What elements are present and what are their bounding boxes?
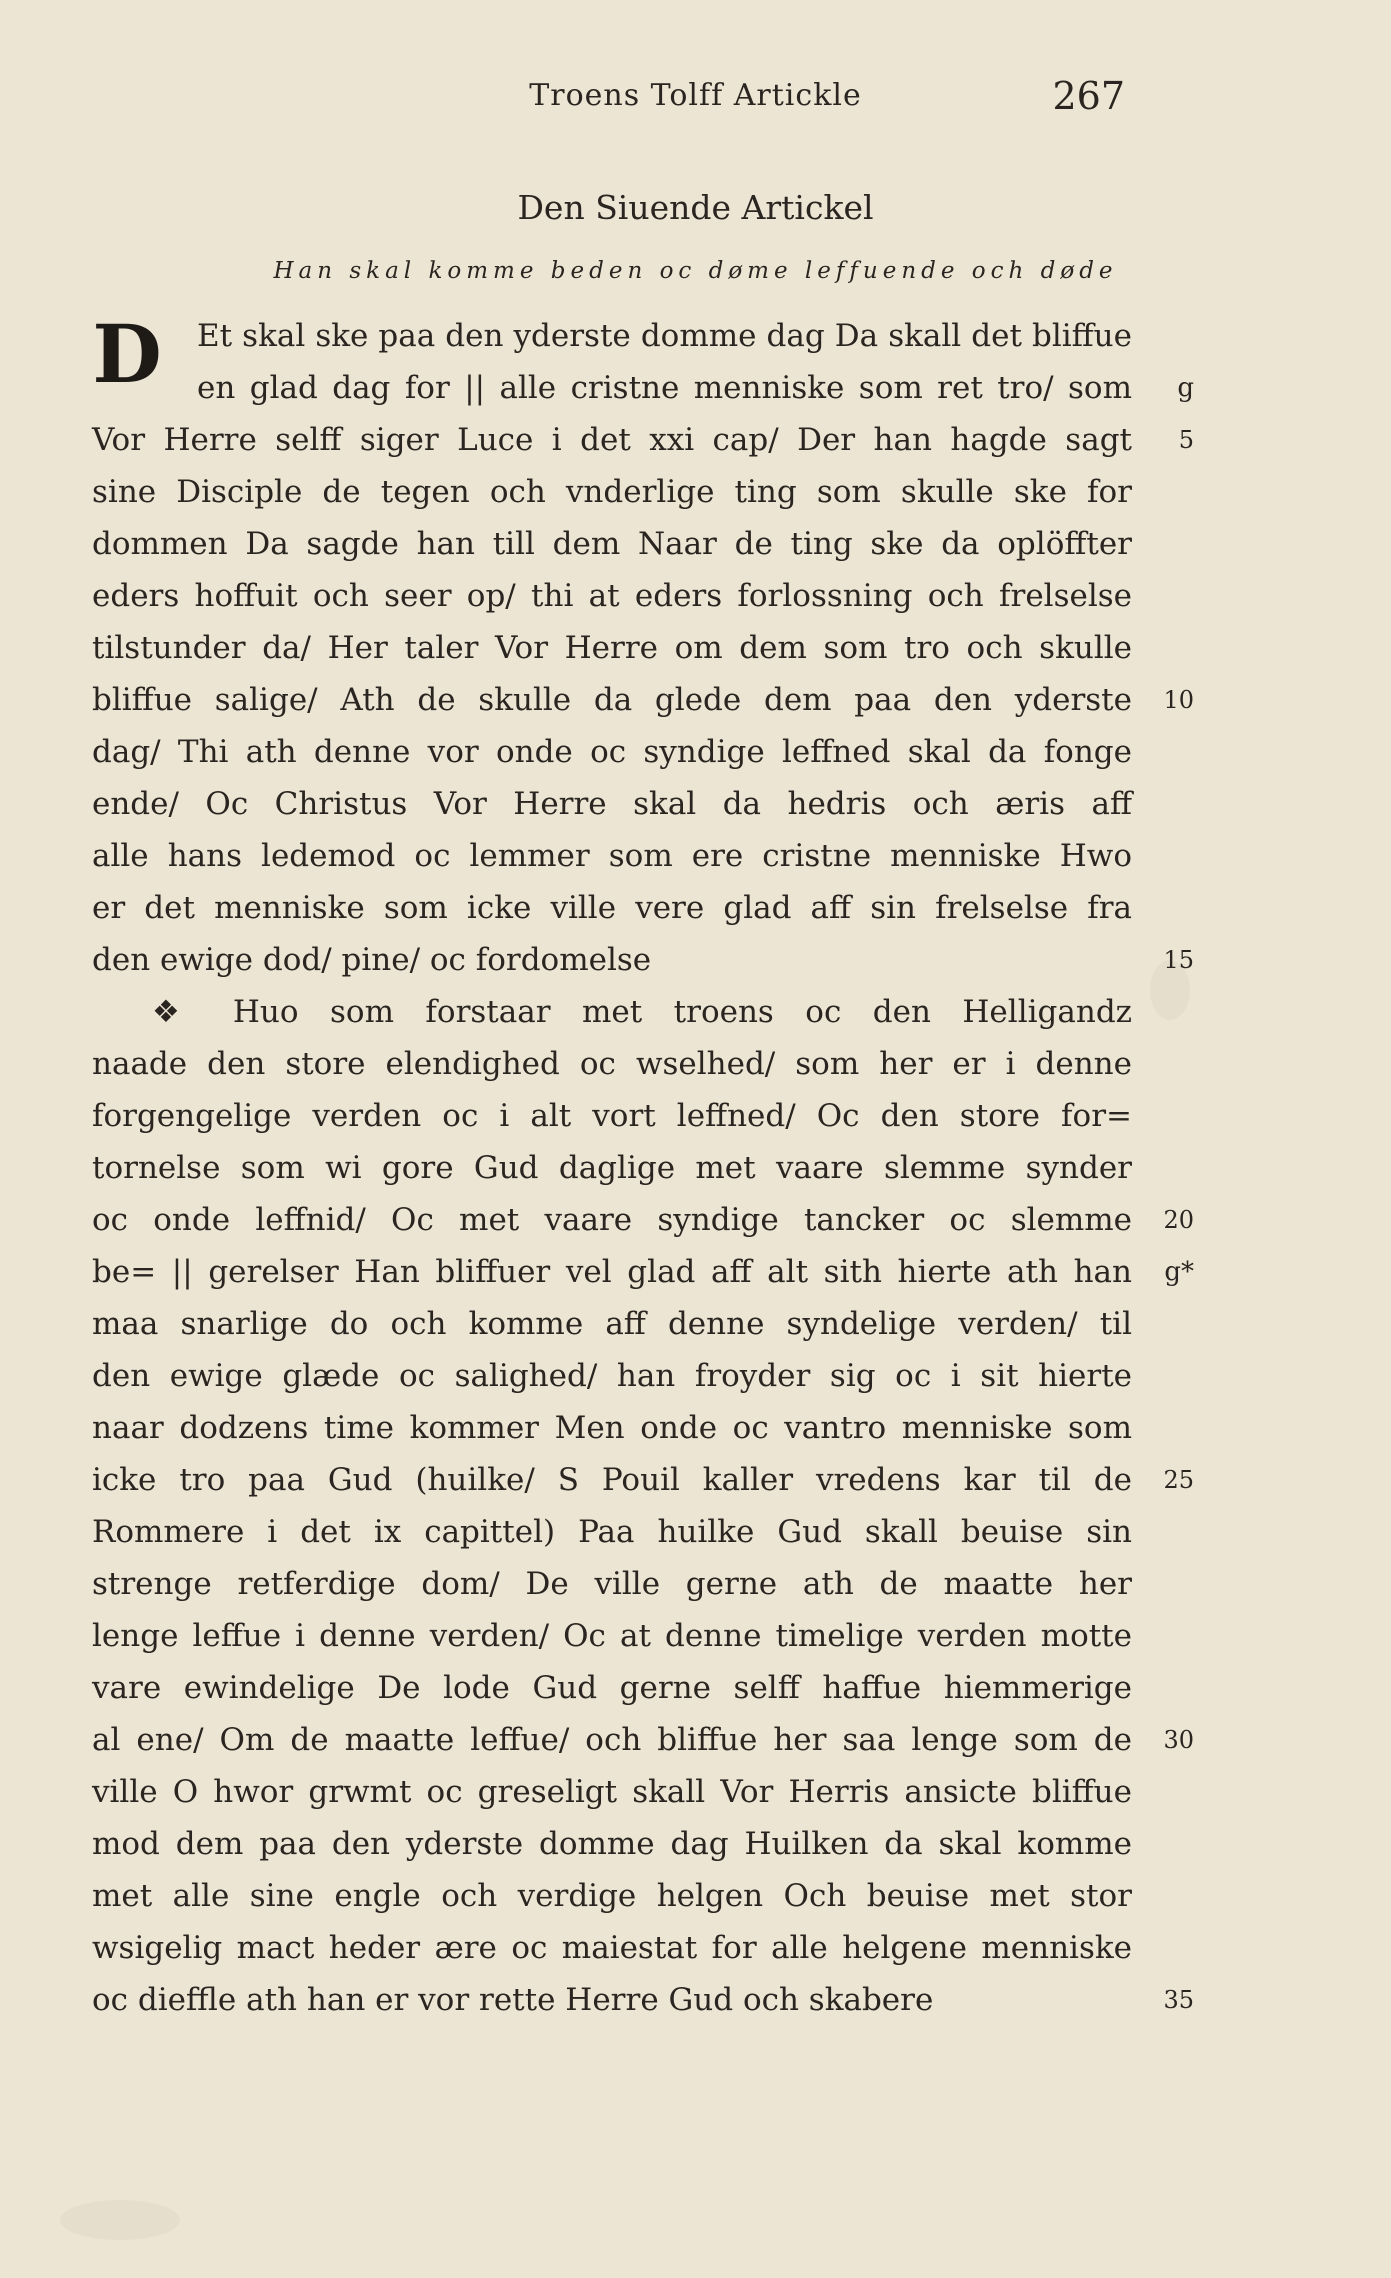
text-line	[92, 1142, 1132, 1194]
line-text: forgengelige verden oc i alt vort leffned/ Oc den store for=	[92, 1098, 1132, 1134]
line-number: 25	[1163, 1466, 1194, 1494]
line-text: mod dem paa den yderste domme dag Huilken da skal komme	[92, 1826, 1132, 1862]
line-text: oc onde leffnid/ Oc met vaare syndige tancker oc slemme	[92, 1202, 1132, 1238]
text-line	[92, 414, 1194, 466]
text-line	[92, 1662, 1132, 1714]
line-text: oc dieffle ath han er vor rette Herre Gud och skabere	[92, 1982, 934, 2018]
text-line	[92, 830, 1132, 882]
line-text: icke tro paa Gud (huilke/ S Pouil kaller vredens kar til de	[92, 1462, 1132, 1498]
line-text: sine Disciple de tegen och vnderlige ting som skulle ske for	[92, 474, 1132, 510]
line-text: Et skal ske paa den yderste domme dag Da skall det bliffue	[197, 318, 1132, 354]
text-line	[92, 1610, 1132, 1662]
text-line	[92, 778, 1132, 830]
line-text: met alle sine engle och verdige helgen Och beuise met stor	[92, 1878, 1132, 1914]
line-text: al ene/ Om de maatte leffue/ och bliffue her saa lenge som de	[92, 1722, 1132, 1758]
line-text: strenge retferdige dom/ De ville gerne ath de maatte her	[92, 1566, 1132, 1602]
line-number: 30	[1163, 1726, 1194, 1754]
text-line	[92, 1350, 1132, 1402]
line-text: tilstunder da/ Her taler Vor Herre om dem som tro och skulle	[92, 630, 1132, 666]
text-line	[92, 1090, 1132, 1142]
line-text: naade den store elendighed oc wselhed/ som her er i denne	[92, 1046, 1132, 1082]
text-line	[92, 570, 1132, 622]
text-line	[92, 1766, 1132, 1818]
text-line	[92, 1454, 1194, 1506]
text-line	[92, 1922, 1132, 1974]
text-line	[92, 1506, 1132, 1558]
line-text: tornelse som wi gore Gud daglige met vaare slemme synder	[92, 1150, 1132, 1186]
paper-stain	[60, 2200, 180, 2240]
running-title: Troens Tolff Artickle	[529, 78, 862, 113]
line-text: Vor Herre selff siger Luce i det xxi cap/ Der han hagde sagt	[92, 422, 1132, 458]
line-text: maa snarlige do och komme aff denne syndelige verden/ til	[92, 1306, 1132, 1342]
text-line	[92, 1558, 1132, 1610]
text-line	[92, 1038, 1132, 1090]
line-text: dommen Da sagde han till dem Naar de ting ske da oplöffter	[92, 526, 1132, 562]
line-number: 10	[1163, 686, 1194, 714]
text-line	[92, 882, 1132, 934]
text-line	[92, 1714, 1194, 1766]
text-line	[92, 1246, 1194, 1298]
text-line	[92, 622, 1132, 674]
line-text: eders hoffuit och seer op/ thi at eders forlossning och frelselse	[92, 578, 1132, 614]
text-line	[92, 466, 1132, 518]
line-number: 15	[1163, 946, 1194, 974]
text-line	[92, 1402, 1132, 1454]
margin-signature-mark: g	[1177, 373, 1194, 403]
text-line	[92, 674, 1194, 726]
line-text: den ewige dod/ pine/ oc fordomelse	[92, 942, 652, 978]
line-text: ❖ Huo som forstaar met troens oc den Helligandz	[152, 994, 1132, 1030]
line-text: vare ewindelige De lode Gud gerne selff haffue hiemmerige	[92, 1670, 1132, 1706]
text-line	[92, 726, 1132, 778]
text-line	[92, 1974, 1194, 2026]
line-number: 20	[1163, 1206, 1194, 1234]
text-line	[92, 1870, 1132, 1922]
line-text: bliffue salige/ Ath de skulle da glede dem paa den yderste	[92, 682, 1132, 718]
body-text	[92, 307, 1194, 2026]
line-text: ville O hwor grwmt oc greseligt skall Vor Herris ansicte bliffue	[92, 1774, 1132, 1810]
margin-signature-mark: g*	[1164, 1257, 1194, 1287]
line-text: ende/ Oc Christus Vor Herre skal da hedris och æris aff	[92, 786, 1132, 822]
text-line	[92, 986, 1132, 1038]
line-text: wsigelig mact heder ære oc maiestat for alle helgene menniske	[92, 1930, 1132, 1966]
line-text: den ewige glæde oc salighed/ han froyder sig oc i sit hierte	[92, 1358, 1132, 1394]
line-text: alle hans ledemod oc lemmer som ere cristne menniske Hwo	[92, 838, 1132, 874]
text-line	[92, 310, 1132, 362]
line-text: er det menniske som icke ville vere glad aff sin frelselse fra	[92, 890, 1132, 926]
text-line	[92, 1818, 1132, 1870]
line-text: naar dodzens time kommer Men onde oc vantro menniske som	[92, 1410, 1132, 1446]
section-title: Den Siuende Artickel	[517, 188, 874, 227]
text-line	[92, 1298, 1132, 1350]
line-text: lenge leffue i denne verden/ Oc at denne timelige verden motte	[92, 1618, 1132, 1654]
line-number: 35	[1163, 1986, 1194, 2014]
line-text: dag/ Thi ath denne vor onde oc syndige leffned skal da fonge	[92, 734, 1132, 770]
line-text: en glad dag for || alle cristne menniske som ret tro/ som	[197, 370, 1132, 406]
line-text: Rommere i det ix capittel) Paa huilke Gud skall beuise sin	[92, 1514, 1132, 1550]
text-line	[92, 518, 1132, 570]
drop-cap-initial: D	[92, 307, 162, 401]
text-line	[92, 362, 1194, 414]
text-line	[92, 1194, 1194, 1246]
text-line	[92, 934, 1194, 986]
line-text: be= || gerelser Han bliffuer vel glad aff alt sith hierte ath han	[92, 1254, 1132, 1290]
article-summary: Han skal komme beden oc døme leffuende och døde	[273, 258, 1118, 284]
page-number: 267	[1052, 74, 1125, 118]
line-number: 5	[1178, 426, 1194, 454]
